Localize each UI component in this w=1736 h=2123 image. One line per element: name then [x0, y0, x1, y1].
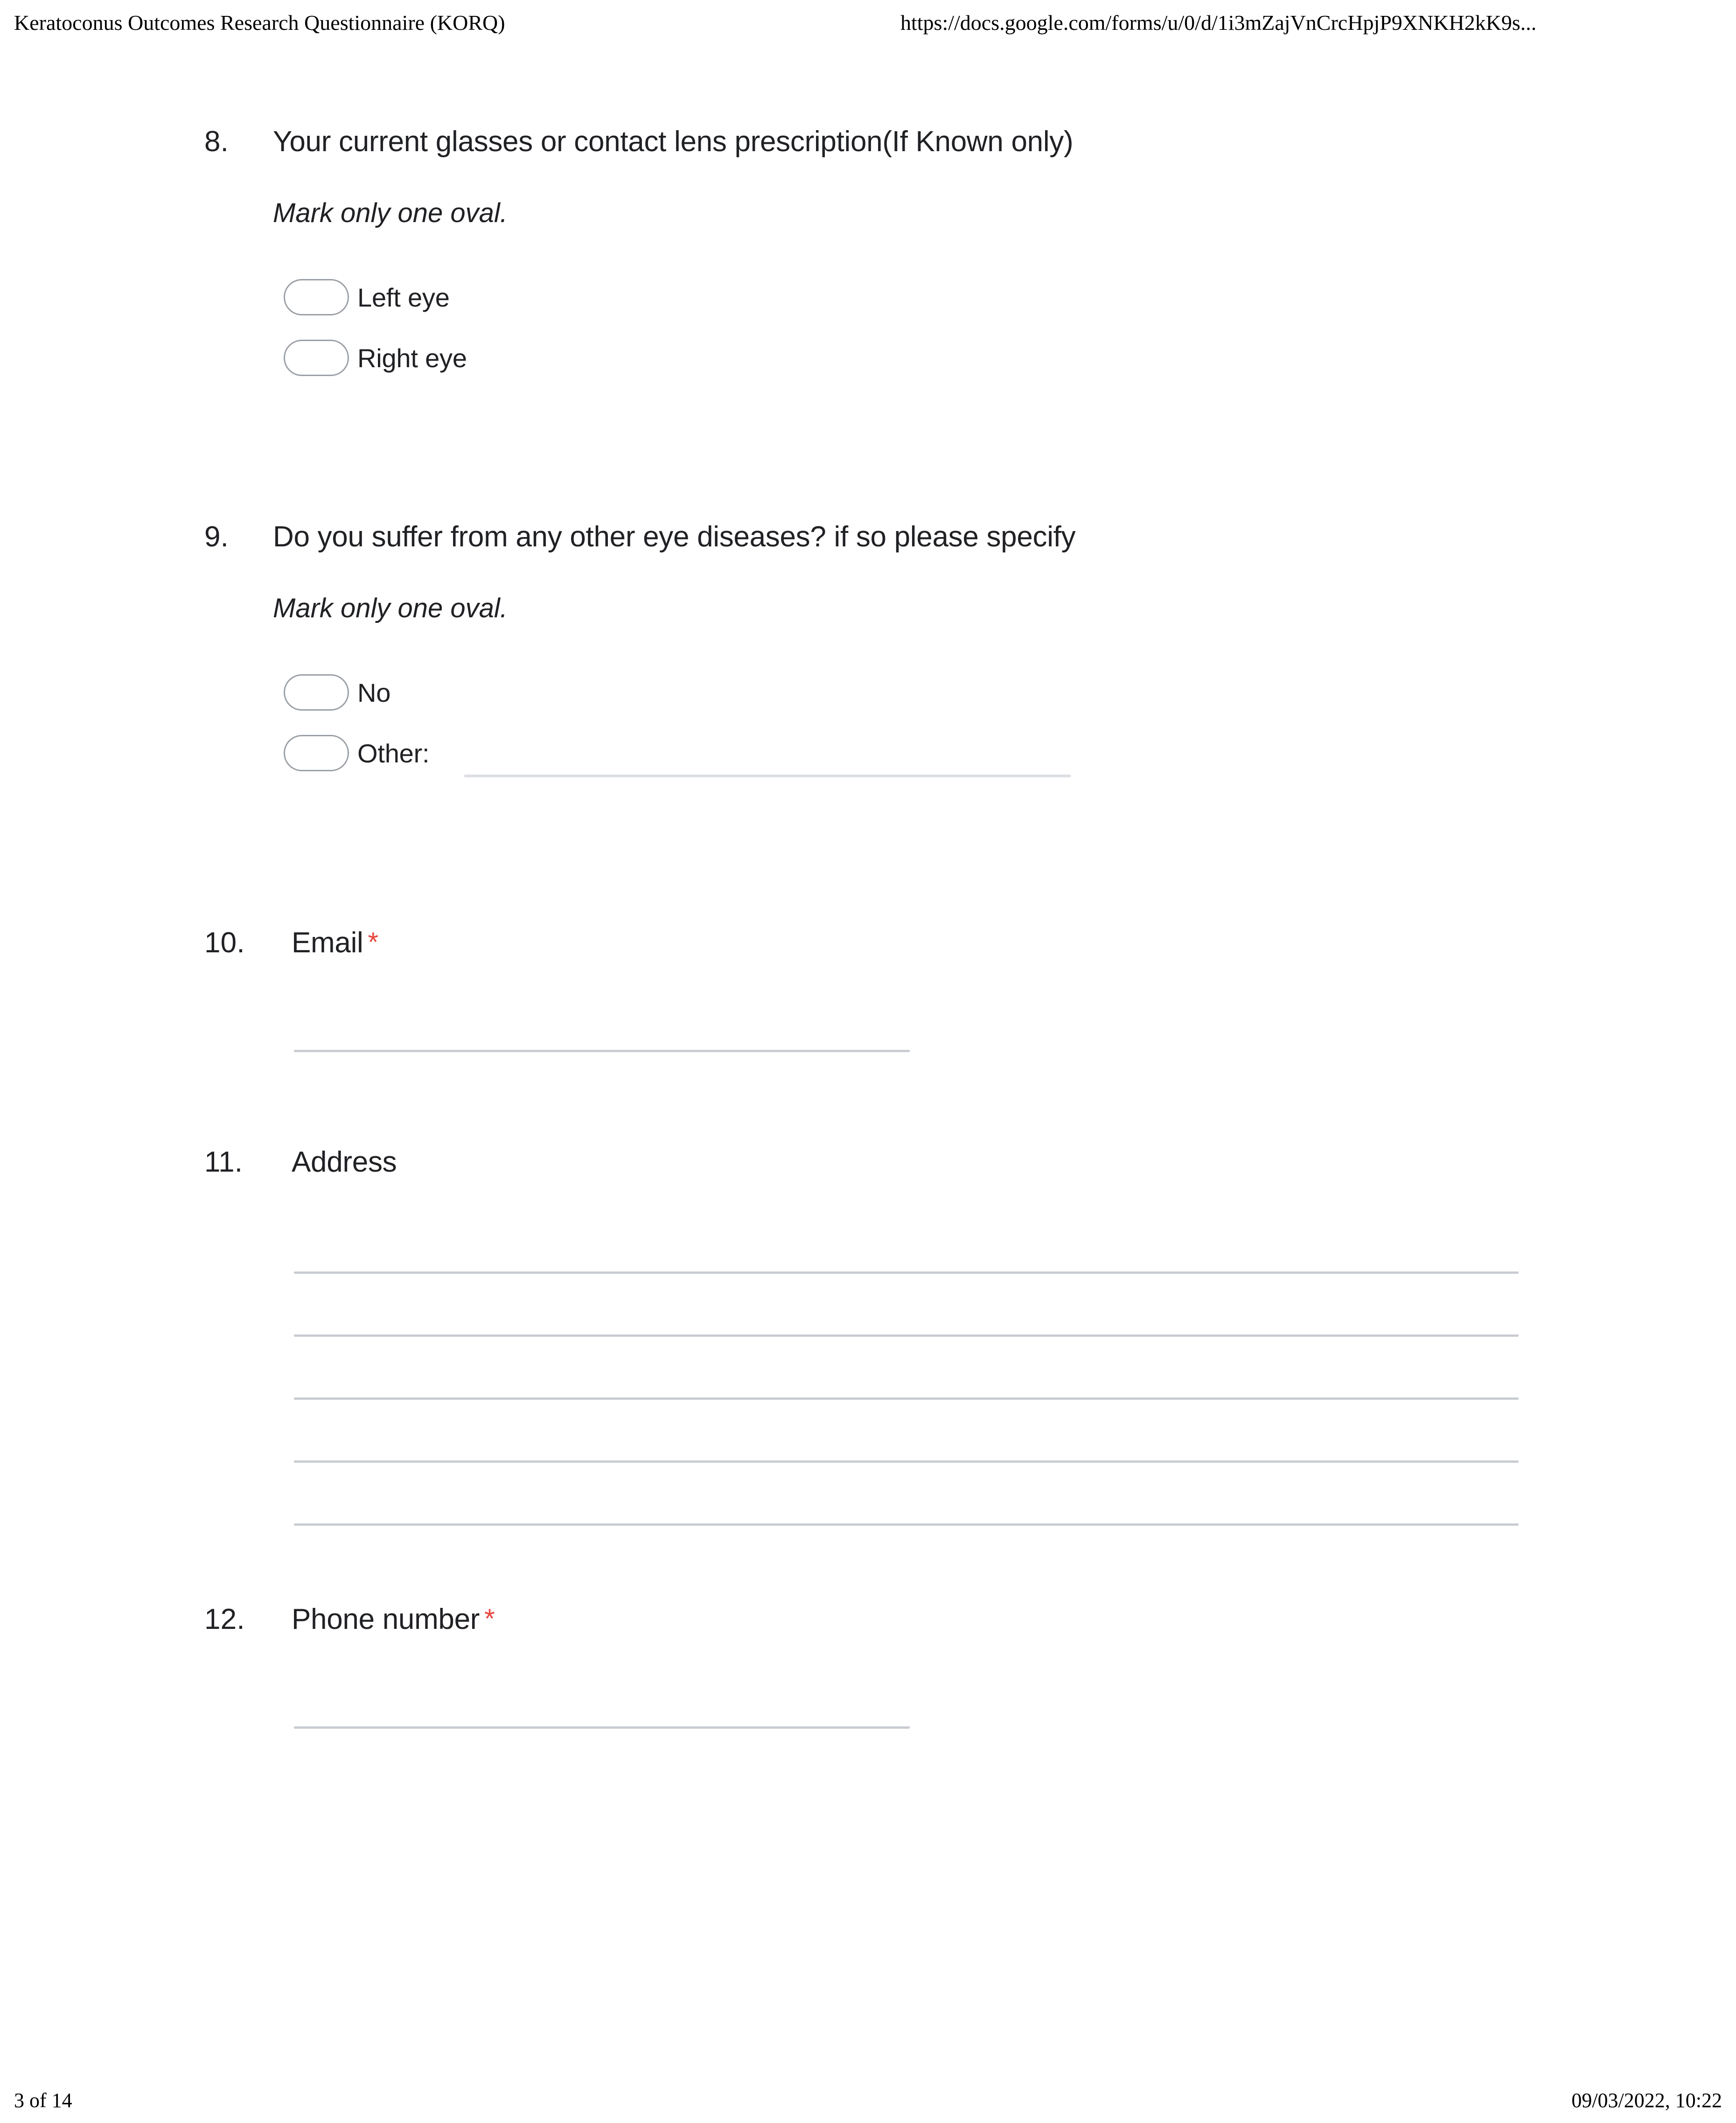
- question-9-option-no[interactable]: [284, 674, 390, 714]
- phone-field-rule[interactable]: [294, 1726, 910, 1729]
- question-12: [0, 1603, 1736, 1645]
- radio-oval-icon[interactable]: [284, 340, 349, 376]
- question-8-text: Your current glasses or contact lens prescription(If Known only): [273, 126, 1074, 158]
- email-field-rule[interactable]: [294, 1050, 910, 1052]
- page-indicator: 3 of 14: [14, 2089, 72, 2112]
- question-9-other-input-rule[interactable]: [464, 775, 1071, 777]
- radio-oval-icon[interactable]: [284, 735, 349, 771]
- address-field-rule-1[interactable]: [294, 1271, 1519, 1274]
- question-8: [0, 125, 1736, 373]
- question-9-option-label: Other:: [357, 738, 430, 768]
- required-asterisk-icon: *: [484, 1604, 495, 1634]
- question-12-text: [292, 1603, 495, 1636]
- question-11: [0, 1145, 1736, 1187]
- question-8-number: 8.: [204, 126, 229, 158]
- question-12-number: 12.: [204, 1603, 245, 1635]
- question-9: [0, 520, 1736, 768]
- question-8-option-right-eye[interactable]: [284, 340, 467, 380]
- question-8-option-label: Left eye: [357, 282, 450, 312]
- question-11-number: 11.: [204, 1146, 243, 1178]
- question-11-heading: [0, 1145, 1736, 1187]
- question-12-label: Phone number: [292, 1603, 480, 1635]
- source-url: https://docs.google.com/forms/u/0/d/1i3mZajVnCrcHpjP9XNKH2kK9s...: [900, 11, 1537, 35]
- question-9-instruction: Mark only one oval.: [273, 593, 508, 623]
- question-8-heading: [0, 125, 1736, 167]
- question-9-heading: [0, 520, 1736, 562]
- question-10-text: [292, 926, 378, 959]
- question-10-label: Email: [292, 927, 363, 959]
- question-8-option-left-eye[interactable]: [284, 279, 450, 319]
- print-timestamp: 09/03/2022, 10:22: [1571, 2089, 1722, 2112]
- question-10-heading: [0, 926, 1736, 968]
- question-9-text: Do you suffer from any other eye diseases? if so please specify: [273, 521, 1076, 553]
- address-field-rule-2[interactable]: [294, 1334, 1519, 1337]
- question-10-number: 10.: [204, 927, 245, 959]
- question-11-text: Address: [292, 1146, 397, 1178]
- question-9-option-other[interactable]: [284, 735, 429, 775]
- radio-oval-icon[interactable]: [284, 674, 349, 711]
- radio-oval-icon[interactable]: [284, 279, 349, 315]
- question-9-option-label: No: [357, 677, 391, 707]
- question-9-number: 9.: [204, 521, 229, 553]
- print-footer: [0, 2088, 1736, 2116]
- question-8-instruction: Mark only one oval.: [273, 198, 508, 228]
- address-field-rule-5[interactable]: [294, 1523, 1519, 1526]
- question-10: [0, 926, 1736, 968]
- address-field-rule-3[interactable]: [294, 1397, 1519, 1400]
- question-12-heading: [0, 1603, 1736, 1645]
- address-field-rule-4[interactable]: [294, 1460, 1519, 1463]
- required-asterisk-icon: *: [368, 927, 378, 957]
- document-title: Keratoconus Outcomes Research Questionnaire (KORQ): [14, 11, 505, 35]
- question-8-option-label: Right eye: [357, 343, 467, 373]
